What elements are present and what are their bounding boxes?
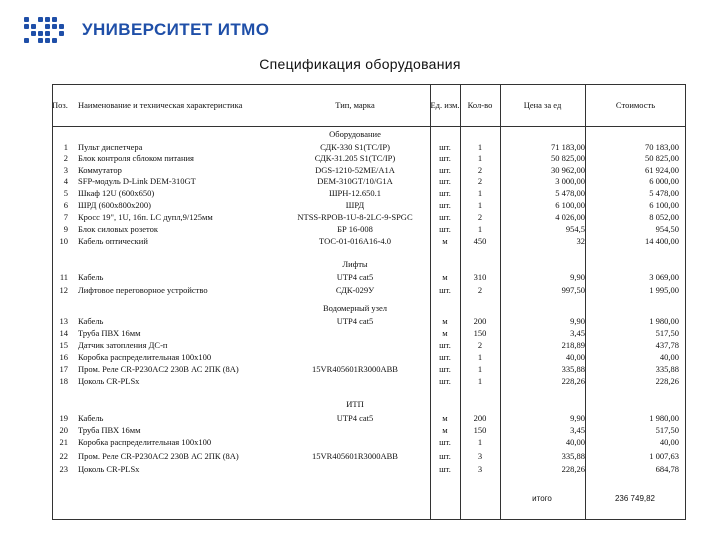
cell-cost: 954,50 — [655, 224, 679, 234]
cell-cost: 684,78 — [655, 464, 679, 474]
cell-unit: шт. — [439, 285, 451, 295]
cell-type — [280, 351, 430, 363]
cell-name: Цоколь CR-PLSx — [78, 376, 140, 386]
cell-pos: 12 — [59, 285, 68, 295]
cell-type: 15VR405601R3000ABB — [312, 364, 398, 374]
cell-cost: 1 995,00 — [649, 285, 679, 295]
cell-type: СДК-31.205 S1(TC/IP) — [314, 153, 396, 163]
cell-pos: 20 — [59, 425, 68, 435]
cell-type: NTSS-RPOB-1U-8-2LC-9-SPGC — [297, 212, 413, 222]
cell-type: ТОС-01-016А16-4.0 — [319, 236, 391, 246]
cell-name: Блок контроля сблоком питания — [78, 153, 194, 163]
cell-name: Цоколь CR-PLSx — [78, 464, 140, 474]
cell-pos: 16 — [59, 352, 68, 362]
cell-price: 335,88 — [561, 451, 585, 461]
cell-unit: шт. — [439, 352, 451, 362]
section-title: Оборудование — [329, 129, 381, 139]
cell-price: 997,50 — [561, 285, 585, 295]
cell-price: 9,90 — [570, 272, 585, 282]
table-row — [0, 424, 720, 436]
cell-cost: 8 052,00 — [649, 212, 679, 222]
cell-qty: 310 — [473, 272, 487, 282]
cell-type: 15VR405601R3000ABB — [312, 451, 398, 461]
cell-unit: шт. — [439, 464, 451, 474]
cell-price: 50 825,00 — [551, 153, 585, 163]
col-header-price: Цена за ед — [523, 100, 562, 110]
cell-unit: шт. — [439, 437, 451, 447]
cell-price: 9,90 — [570, 316, 585, 326]
cell-type: ШРН-12.650.1 — [328, 188, 382, 198]
cell-price: 4 026,00 — [555, 212, 585, 222]
cell-name: Коробка распределительная 100х100 — [78, 352, 212, 362]
cell-pos: 22 — [59, 451, 68, 461]
cell-name: Датчик затопления ДС-п — [78, 340, 168, 350]
cell-qty: 200 — [473, 413, 487, 423]
cell-type: DEM-310GT/10/G1A — [317, 176, 393, 186]
total-value: 236 749,82 — [614, 494, 656, 503]
cell-pos: 10 — [59, 236, 68, 246]
col-header-type: Тип, марка — [335, 100, 375, 110]
cell-pos: 11 — [59, 272, 68, 282]
cell-name: ШРД (600х800х200) — [78, 200, 151, 210]
cell-type — [280, 463, 430, 475]
cell-name: Коробка распределительная 100х100 — [78, 437, 212, 447]
cell-name: SFP-модуль D-Link DEM-310GT — [78, 176, 196, 186]
cell-qty: 1 — [477, 200, 483, 210]
cell-qty: 1 — [477, 188, 483, 198]
cell-qty: 1 — [477, 437, 483, 447]
page-title: Спецификация оборудования — [259, 56, 461, 72]
cell-unit: шт. — [439, 224, 451, 234]
cell-qty: 1 — [477, 364, 483, 374]
cell-qty: 1 — [477, 224, 483, 234]
cell-qty: 200 — [473, 316, 487, 326]
cell-cost: 1 007,63 — [649, 451, 679, 461]
cell-unit: шт. — [439, 212, 451, 222]
cell-price: 40,00 — [565, 352, 585, 362]
cell-unit: шт. — [439, 200, 451, 210]
cell-pos: 9 — [63, 224, 68, 234]
cell-price: 228,26 — [561, 376, 585, 386]
cell-type — [280, 339, 430, 351]
cell-type: БР 16-008 — [337, 224, 373, 234]
cell-price: 3 000,00 — [555, 176, 585, 186]
cell-price: 6 100,00 — [555, 200, 585, 210]
cell-price: 228,26 — [561, 464, 585, 474]
cell-qty: 3 — [477, 464, 483, 474]
cell-name: Пром. Реле CR-P230AC2 230В АС 2ПК (8А) — [78, 451, 239, 461]
cell-name: Кабель — [78, 413, 104, 423]
cell-name: Блок силовых розеток — [78, 224, 159, 234]
cell-cost: 50 825,00 — [645, 153, 679, 163]
cell-cost: 3 069,00 — [649, 272, 679, 282]
cell-pos: 14 — [59, 328, 68, 338]
cell-type: UTP4 cat5 — [336, 272, 374, 282]
cell-price: 9,90 — [570, 413, 585, 423]
cell-cost: 6 100,00 — [649, 200, 679, 210]
cell-cost: 14 400,00 — [645, 236, 679, 246]
cell-pos: 21 — [59, 437, 68, 447]
cell-qty: 3 — [477, 451, 483, 461]
table-row — [0, 436, 720, 448]
cell-price: 954,5 — [565, 224, 585, 234]
cell-name: Коммутатор — [78, 165, 122, 175]
cell-type — [280, 436, 430, 448]
cell-cost: 437,78 — [655, 340, 679, 350]
cell-cost: 228,26 — [655, 376, 679, 386]
cell-cost: 40,00 — [659, 437, 679, 447]
total-label: итого — [532, 494, 552, 503]
cell-type — [280, 424, 430, 436]
cell-cost: 40,00 — [659, 352, 679, 362]
cell-pos: 5 — [63, 188, 68, 198]
col-header-name: Наименование и техническая характеристика — [78, 100, 243, 110]
table-row — [0, 412, 720, 424]
logo-text: УНИВЕРСИТЕТ ИТМО — [82, 20, 270, 39]
cell-type: СДК-330 S1(TC/IP) — [320, 142, 390, 152]
cell-pos: 18 — [59, 376, 68, 386]
table-row — [0, 199, 720, 211]
cell-cost: 517,50 — [655, 425, 679, 435]
cell-price: 30 962,00 — [551, 165, 585, 175]
cell-type: DGS-1210-52ME/A1A — [315, 165, 395, 175]
cell-price: 3,45 — [570, 328, 585, 338]
cell-qty: 150 — [473, 425, 487, 435]
cell-unit: м — [442, 272, 448, 282]
cell-name: Труба ПВХ 16мм — [78, 328, 141, 338]
table-row — [0, 339, 720, 351]
cell-name: Лифтовое переговорное устройство — [78, 285, 208, 295]
col-header-unit: Ед. изм. — [430, 100, 460, 110]
cell-unit: шт. — [439, 153, 451, 163]
cell-qty: 1 — [477, 153, 483, 163]
table-row — [0, 211, 720, 223]
cell-unit: шт. — [439, 340, 451, 350]
header-divider — [52, 126, 686, 127]
cell-price: 335,88 — [561, 364, 585, 374]
cell-name: Кабель — [78, 316, 104, 326]
cell-name: Шкаф 12U (600х650) — [78, 188, 155, 198]
cell-name: Кабель — [78, 272, 104, 282]
cell-price: 32 — [576, 236, 585, 246]
cell-unit: шт. — [439, 376, 451, 386]
table-row — [0, 351, 720, 363]
cell-pos: 15 — [59, 340, 68, 350]
cell-type — [280, 327, 430, 339]
cell-cost: 61 924,00 — [645, 165, 679, 175]
cell-cost: 6 000,00 — [649, 176, 679, 186]
cell-pos: 4 — [63, 176, 68, 186]
cell-name: Кросс 19", 1U, 16п. LC дупл,9/125мм — [78, 212, 213, 222]
cell-cost: 1 980,00 — [649, 413, 679, 423]
cell-unit: м — [442, 316, 448, 326]
cell-type: UTP4 cat5 — [336, 413, 374, 423]
table-row — [0, 152, 720, 164]
table-row — [0, 450, 720, 462]
table-row — [0, 223, 720, 235]
table-row — [0, 187, 720, 199]
col-header-qty: Кол-во — [467, 100, 493, 110]
cell-qty: 1 — [477, 142, 483, 152]
cell-unit: м — [442, 328, 448, 338]
cell-unit: шт. — [439, 188, 451, 198]
cell-qty: 2 — [477, 165, 483, 175]
cell-unit: шт. — [439, 165, 451, 175]
cell-price: 40,00 — [565, 437, 585, 447]
table-row — [0, 315, 720, 327]
cell-cost: 517,50 — [655, 328, 679, 338]
cell-cost: 5 478,00 — [649, 188, 679, 198]
cell-unit: шт. — [439, 451, 451, 461]
logo-grid-icon — [24, 17, 68, 43]
cell-pos: 19 — [59, 413, 68, 423]
cell-pos: 17 — [59, 364, 68, 374]
cell-qty: 450 — [473, 236, 487, 246]
table-row — [0, 235, 720, 247]
cell-type: СДК-029У — [335, 285, 375, 295]
table-row — [0, 284, 720, 296]
cell-qty: 150 — [473, 328, 487, 338]
cell-qty: 2 — [477, 285, 483, 295]
cell-price: 71 183,00 — [551, 142, 585, 152]
cell-type — [280, 375, 430, 387]
cell-pos: 6 — [63, 200, 68, 210]
cell-unit: шт. — [439, 364, 451, 374]
cell-cost: 335,88 — [655, 364, 679, 374]
col-header-cost: Стоимость — [615, 100, 656, 110]
cell-pos: 7 — [63, 212, 68, 222]
cell-unit: м — [442, 236, 448, 246]
cell-pos: 23 — [59, 464, 68, 474]
table-row — [0, 175, 720, 187]
cell-unit: шт. — [439, 176, 451, 186]
table-row — [0, 463, 720, 475]
table-row — [0, 271, 720, 283]
section-title: ИТП — [346, 399, 364, 409]
cell-unit: м — [442, 413, 448, 423]
table-row — [0, 327, 720, 339]
col-header-pos: Поз. — [52, 100, 68, 110]
cell-name: Пром. Реле CR-P230AC2 230В АС 2ПК (8А) — [78, 364, 239, 374]
cell-name: Труба ПВХ 16мм — [78, 425, 141, 435]
cell-name: Пульт диспетчера — [78, 142, 143, 152]
cell-unit: шт. — [439, 142, 451, 152]
cell-type: ШРД — [345, 200, 365, 210]
cell-pos: 2 — [63, 153, 68, 163]
cell-type: UTP4 cat5 — [336, 316, 374, 326]
cell-qty: 2 — [477, 176, 483, 186]
cell-pos: 13 — [59, 316, 68, 326]
cell-qty: 2 — [477, 340, 483, 350]
cell-price: 5 478,00 — [555, 188, 585, 198]
cell-qty: 1 — [477, 352, 483, 362]
cell-pos: 3 — [63, 165, 68, 175]
cell-price: 3,45 — [570, 425, 585, 435]
cell-cost: 70 183,00 — [645, 142, 679, 152]
cell-price: 218,89 — [561, 340, 585, 350]
cell-unit: м — [442, 425, 448, 435]
table-row — [0, 363, 720, 375]
section-title: Водомерный узел — [322, 303, 388, 313]
cell-qty: 2 — [477, 212, 483, 222]
cell-name: Кабель оптический — [78, 236, 148, 246]
section-title: Лифты — [342, 259, 368, 269]
cell-qty: 1 — [477, 376, 483, 386]
cell-pos: 1 — [63, 142, 68, 152]
itmo-logo — [24, 17, 269, 43]
cell-cost: 1 980,00 — [649, 316, 679, 326]
table-row — [0, 375, 720, 387]
